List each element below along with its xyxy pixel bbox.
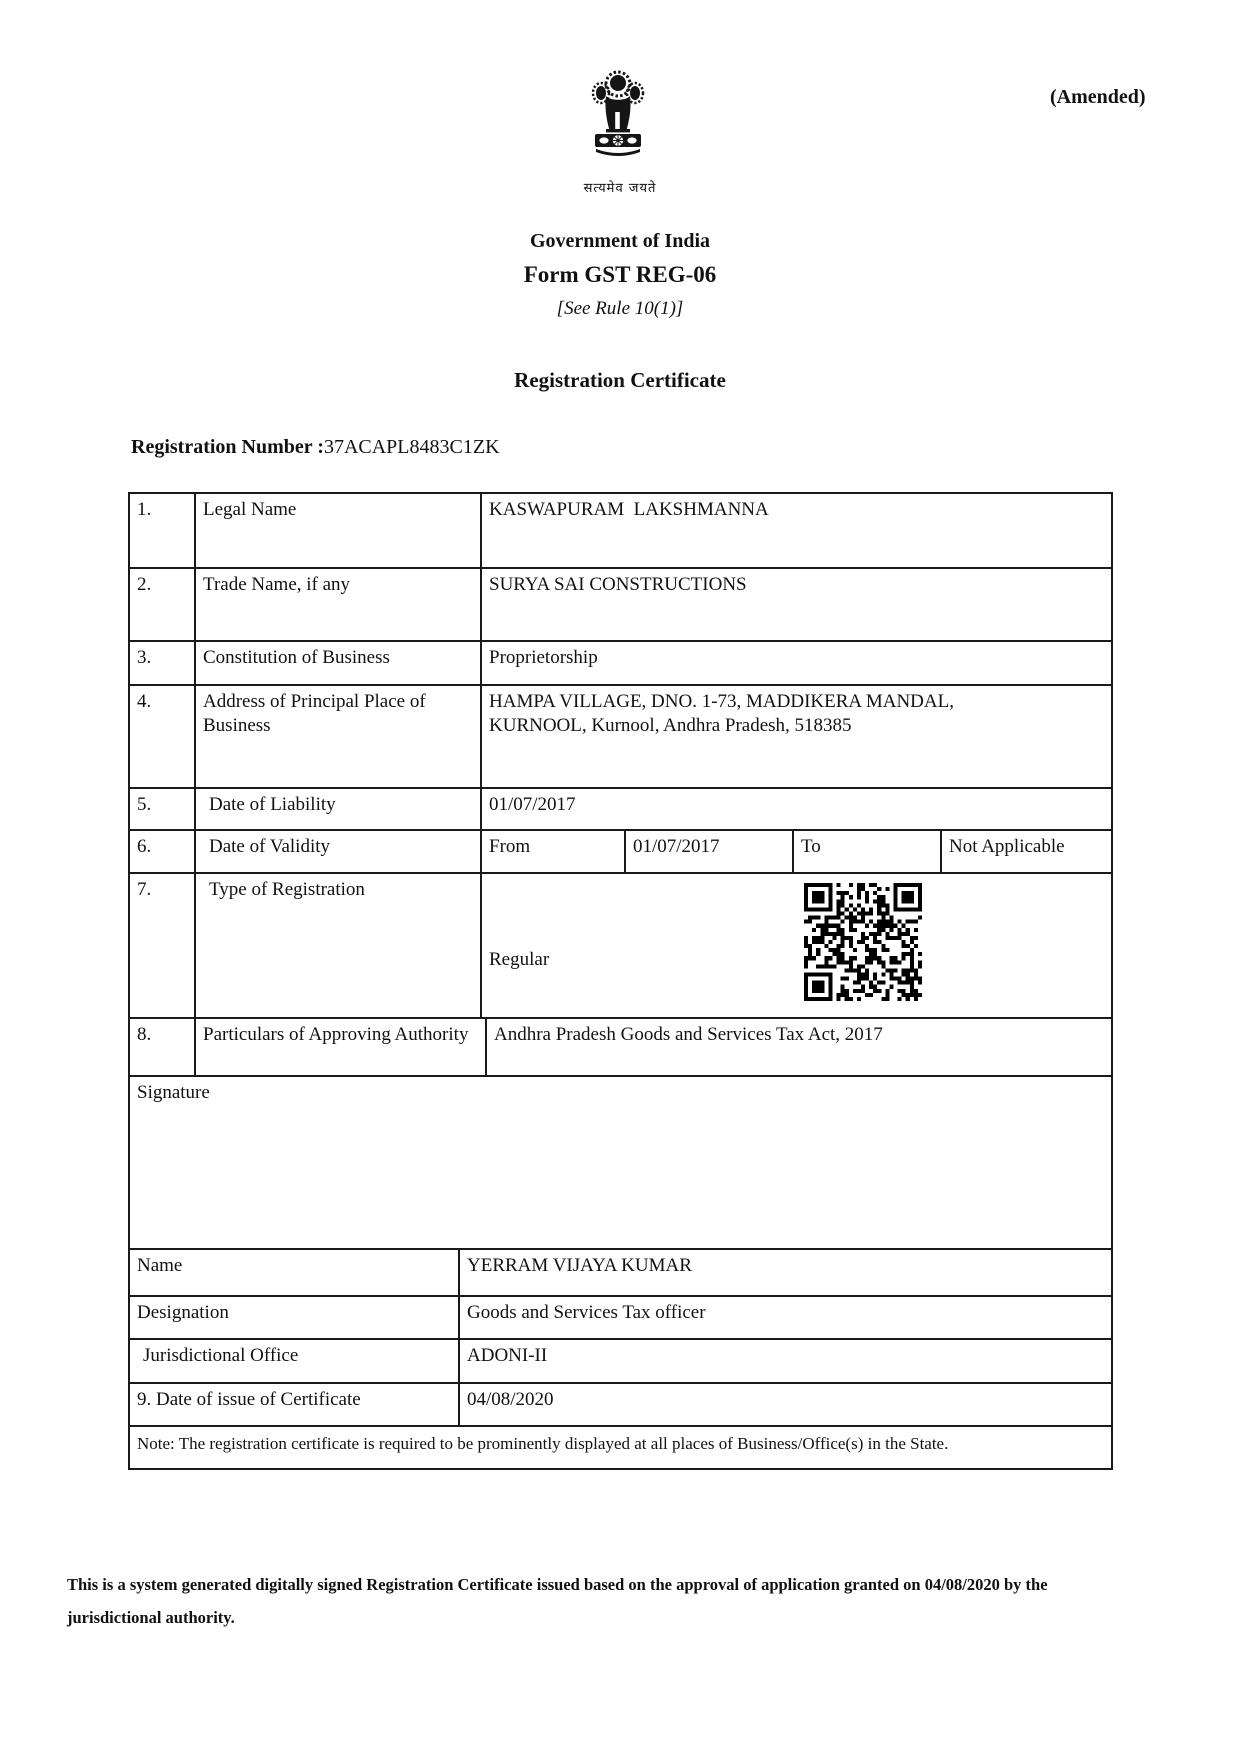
officer-row-value: YERRAM VIJAYA KUMAR [458,1250,1111,1295]
national-emblem-icon [583,68,653,174]
validity-from-label: From [480,831,624,872]
officer-row-label: Name [137,1255,183,1276]
registration-type-value: Regular [489,948,550,970]
row-number: 3. [137,647,152,668]
registration-number-line [131,436,500,459]
row-number: 6. [137,836,152,857]
row-value: 01/07/2017 [480,789,1111,829]
row-label: Particulars of Approving Authority [194,1019,485,1075]
row-value: SURYA SAI CONSTRUCTIONS [480,569,1111,640]
officer-row-value: Goods and Services Tax officer [458,1297,1111,1338]
gst-registration-table [128,492,1113,1470]
table-row-type-of-registration [130,872,1111,1017]
table-row-signature [130,1075,1111,1248]
table-row-jurisdictional-office [130,1338,1111,1382]
row-label: Legal Name [194,494,480,567]
row-label: Date of Liability [194,789,480,829]
table-row-date-of-liability [130,787,1111,829]
table-row-trade-name [130,567,1111,640]
registration-number-label: Registration Number : [131,436,324,458]
qr-code [804,883,922,1001]
table-row-officer-name [130,1248,1111,1295]
registration-number-value: 37ACAPL8483C1ZK [323,436,500,458]
table-row-constitution [130,640,1111,684]
row-label: Address of Principal Place of Business [194,686,480,787]
row-value: Proprietorship [480,642,1111,684]
row-number: 2. [137,574,152,595]
signature-label: Signature [137,1082,210,1103]
row-value: HAMPA VILLAGE, DNO. 1-73, MADDIKERA MANDAL, KURNOOL, Kurnool, Andhra Pradesh, 518385 [480,686,1111,787]
table-row-date-of-issue [130,1382,1111,1425]
row-number: 7. [137,879,152,900]
table-row-officer-designation [130,1295,1111,1338]
validity-from-value: 01/07/2017 [624,831,792,872]
validity-to-label: To [792,831,940,872]
row-value: KASWAPURAM LAKSHMANNA [480,494,1111,567]
row-label: Constitution of Business [194,642,480,684]
rule-reference: [See Rule 10(1)] [556,298,684,319]
row-number: 4. [137,691,152,712]
officer-row-label: 9. Date of issue of Certificate [137,1389,361,1410]
form-title: Form GST REG-06 [523,262,717,287]
officer-row-label: Designation [137,1302,229,1323]
row-value: Andhra Pradesh Goods and Services Tax Act, 2017 [485,1019,1111,1075]
note-text: Note: The registration certificate is required to be prominently displayed at all places of Business/Office(s) in the State. [137,1434,949,1453]
table-row-address [130,684,1111,787]
row-number: 5. [137,794,152,815]
row-label: Type of Registration [194,874,480,1017]
row-value [480,874,1111,1017]
row-number: 1. [137,499,152,520]
government-title: Government of India [530,230,710,252]
table-row-approving-authority [130,1017,1111,1075]
table-row-legal-name [130,494,1111,567]
certificate-title: Registration Certificate [514,368,726,392]
officer-row-value: 04/08/2020 [458,1384,1111,1425]
amended-label: (Amended) [1050,86,1146,108]
footer-statement: This is a system generated digitally signed Registration Certificate issued based on the approval of application granted on 04/08/2020 by the jurisdictional authority. [67,1575,1048,1627]
validity-to-value: Not Applicable [940,831,1111,872]
table-row-note [130,1425,1111,1468]
officer-row-value: ADONI-II [458,1340,1111,1382]
row-label: Trade Name, if any [194,569,480,640]
row-label: Date of Validity [194,831,480,872]
table-row-date-of-validity [130,829,1111,872]
officer-row-label: Jurisdictional Office [143,1345,299,1366]
row-number: 8. [137,1024,152,1045]
emblem-motto: सत्यमेव जयते [583,181,657,196]
